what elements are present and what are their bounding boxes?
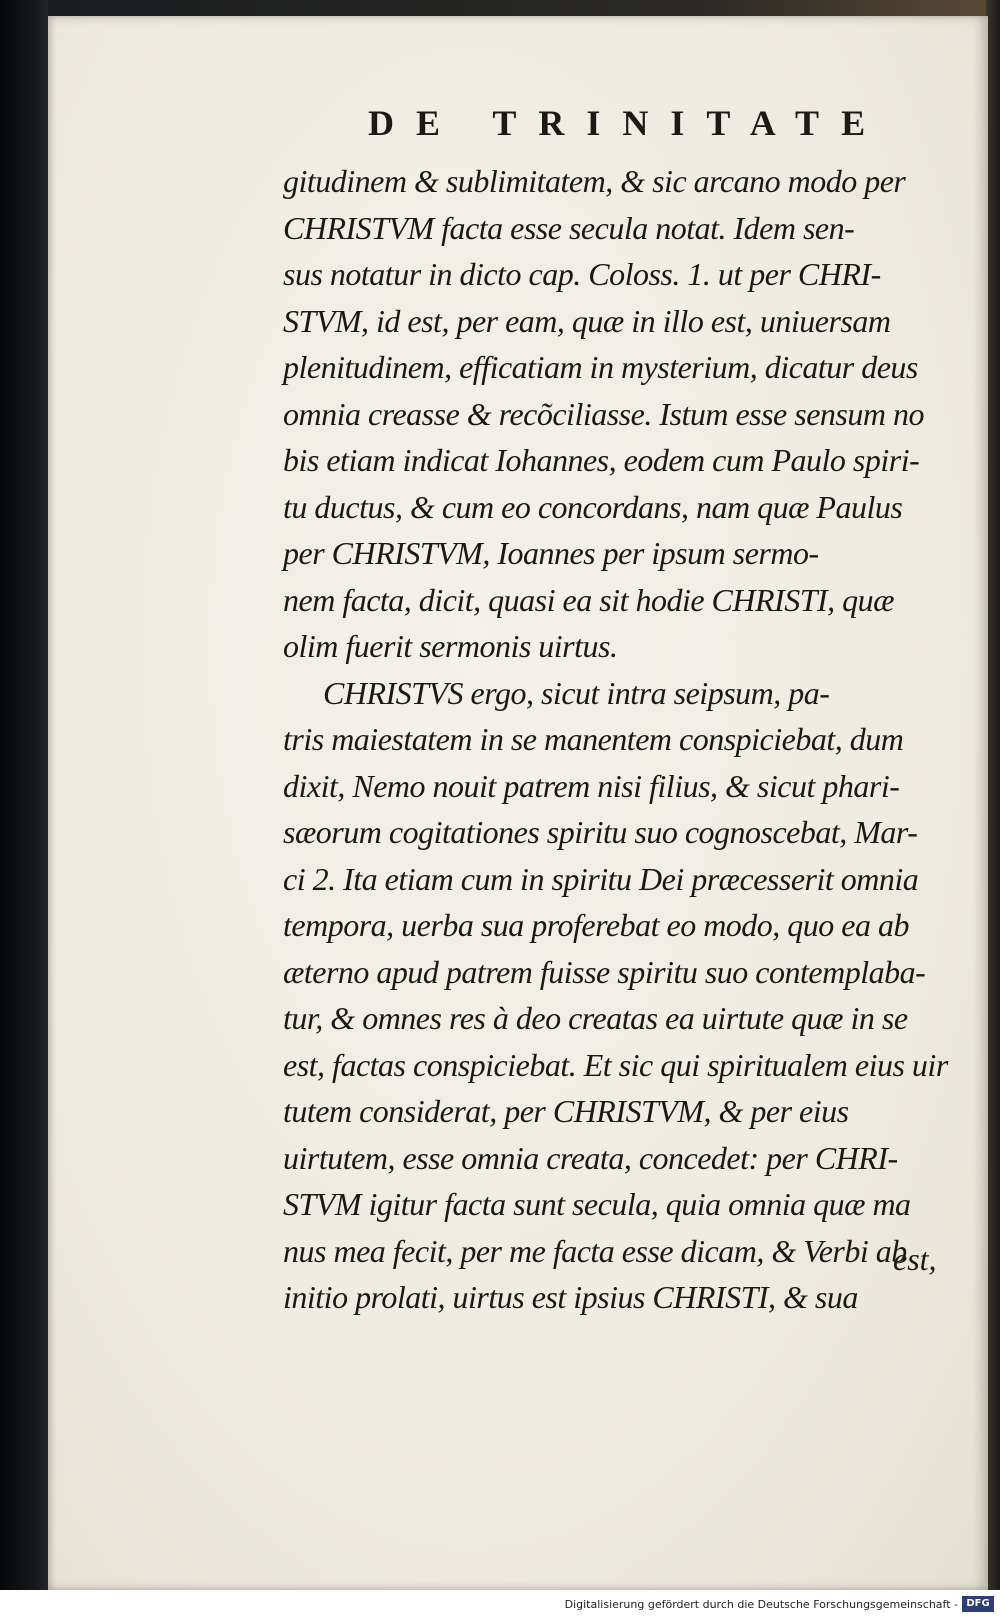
text-line: gitudinem & sublimitatem, & sic arcano modo per [283, 163, 906, 199]
text-line: olim fuerit sermonis uirtus. [283, 628, 618, 664]
text-line: tempora, uerba sua proferebat eo modo, quo ea ab [283, 907, 909, 943]
text-line: STVM igitur facta sunt secula, quia omnia quæ ma [283, 1186, 911, 1222]
text-line: nem facta, dicit, quasi ea sit hodie CHRISTI, quæ [283, 581, 894, 618]
dfg-logo: DFG [962, 1596, 994, 1612]
text-block [283, 158, 973, 1321]
catchword: est, [893, 1241, 937, 1277]
text-line: æterno apud patrem fuisse spiritu suo contemplaba- [283, 953, 926, 990]
text-line: tu ductus, & cum eo concordans, nam quæ Paulus [283, 488, 903, 525]
text-line: sæorum cogitationes spiritu suo cognoscebat, Mar- [283, 814, 918, 850]
running-head: DE TRINITATE [368, 103, 888, 143]
text-line: initio prolati, uirtus est ipsius CHRISTI, & sua [283, 1279, 858, 1315]
book-page [48, 16, 988, 1590]
text-line: sus notatur in dicto cap. Coloss. 1. ut per CHRI- [283, 256, 881, 292]
funding-credit: Digitalisierung gefördert durch die Deutsche Forschungsgemeinschaft - [564, 1598, 958, 1611]
page-edge-right [986, 0, 1000, 1590]
text-line: est, factas conspiciebat. Et sic qui spiritualem eius uir [283, 1046, 948, 1083]
text-line-paragraph-start: CHRISTVS ergo, sicut intra seipsum, pa- [323, 674, 830, 711]
book-spine-edge [0, 0, 48, 1620]
text-line: per CHRISTVM, Ioannes per ipsum sermo- [283, 535, 819, 571]
text-line: plenitudinem, efficatiam in mysterium, dicatur deus [283, 349, 918, 385]
digitization-footer [0, 1590, 1000, 1620]
text-line: nus mea fecit, per me facta esse dicam, & Verbi ab [283, 1232, 907, 1269]
text-line: omnia creasse & recõciliasse. Istum esse sensum no [283, 395, 924, 432]
text-line: dixit, Nemo nouit patrem nisi filius, & sicut phari- [283, 767, 900, 804]
text-line: tur, & omnes res à deo creatas ea uirtute quæ in se [283, 1000, 908, 1036]
text-line: tutem considerat, per CHRISTVM, & per eius [283, 1093, 849, 1129]
text-line: tris maiestatem in se manentem conspiciebat, dum [283, 721, 904, 757]
text-line: uirtutem, esse omnia creata, concedet: per CHRI- [283, 1139, 898, 1176]
text-line: ci 2. Ita etiam cum in spiritu Dei præcesserit omnia [283, 860, 919, 897]
text-line: bis etiam indicat Iohannes, eodem cum Paulo spiri- [283, 442, 920, 478]
text-line: CHRISTVM facta esse secula notat. Idem sen- [283, 209, 855, 246]
text-line: STVM, id est, per eam, quæ in illo est, uniuersam [283, 302, 891, 339]
